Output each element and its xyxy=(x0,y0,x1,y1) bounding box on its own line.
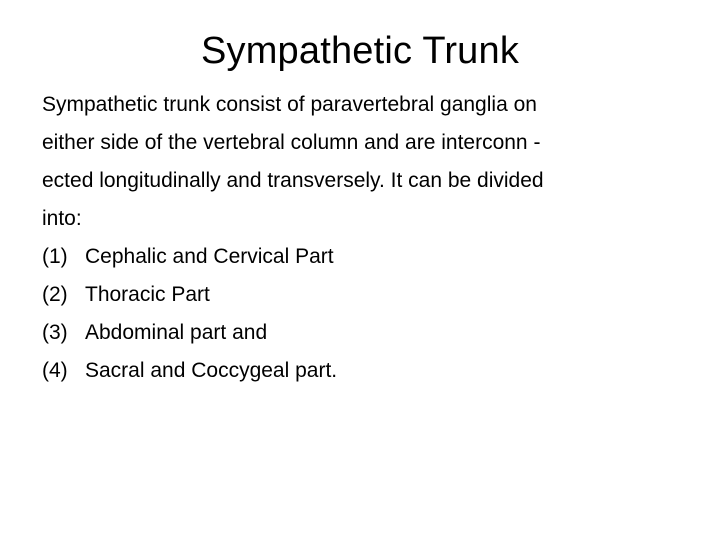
paragraph-line-1: Sympathetic trunk consist of paravertebral ganglia on xyxy=(42,93,537,116)
list-number: (3) xyxy=(42,321,68,344)
paragraph-line-3: ected longitudinally and transversely. It can be divided xyxy=(42,169,544,192)
list-item-3 xyxy=(42,320,682,345)
slide-body xyxy=(42,92,682,396)
list-item-1 xyxy=(42,244,682,269)
list-item-2 xyxy=(42,282,682,307)
list-number: (1) xyxy=(42,245,68,268)
list-text: Abdominal part and xyxy=(85,321,268,344)
slide-title: Sympathetic Trunk xyxy=(200,30,520,72)
list-text: Sacral and Coccygeal part. xyxy=(85,359,338,382)
list-number: (4) xyxy=(42,359,68,382)
list-item-4 xyxy=(42,358,682,383)
list-text: Thoracic Part xyxy=(85,283,210,306)
paragraph-line-2: either side of the vertebral column and are interconn - xyxy=(42,131,541,154)
paragraph-line-4: into: xyxy=(42,207,82,230)
list-number: (2) xyxy=(42,283,68,306)
list-text: Cephalic and Cervical Part xyxy=(85,245,334,268)
